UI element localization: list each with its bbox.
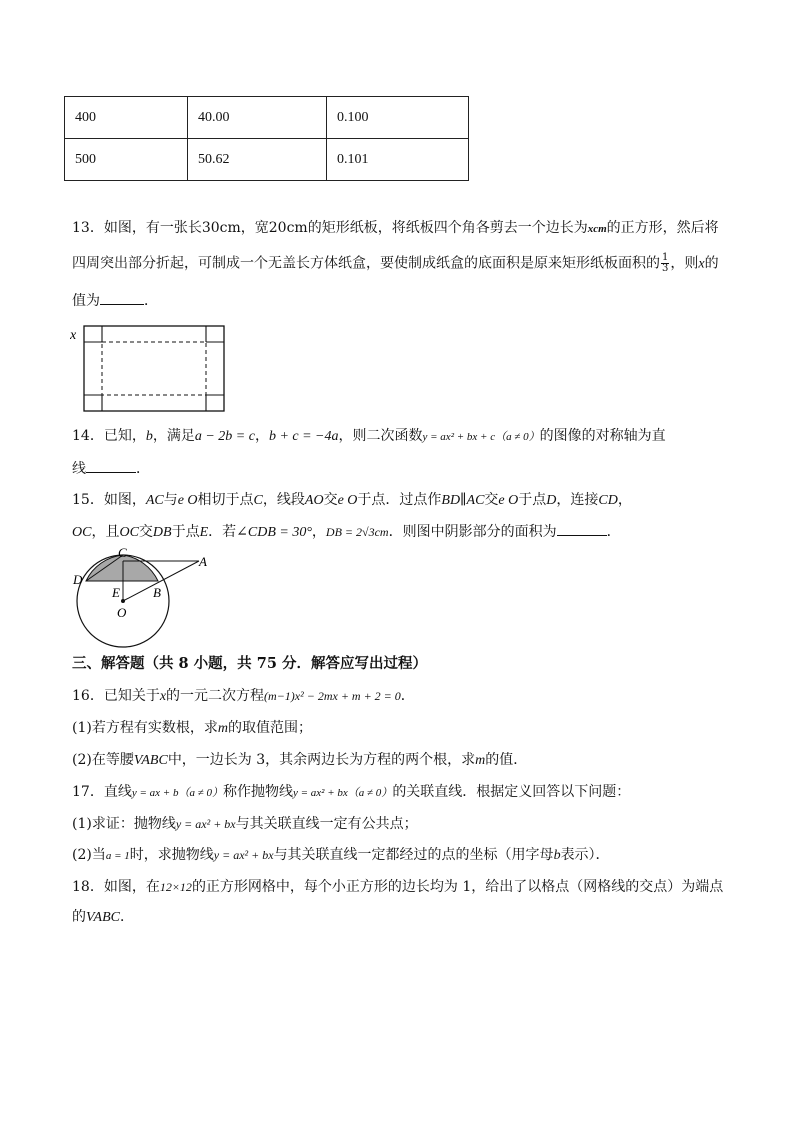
text: 的图像的对称轴为直	[539, 428, 666, 444]
fraction-denominator: 3	[662, 263, 669, 274]
label-d: D	[73, 572, 83, 587]
text: 17．直线	[72, 784, 132, 800]
angle-value: ∠CDB = 30°	[236, 525, 312, 540]
data-table	[64, 96, 469, 181]
text: 的	[704, 255, 719, 272]
text: ，宽	[240, 220, 269, 236]
q16-part2	[72, 750, 527, 771]
quadratic-equation: (m−1)x² − 2mx + m + 2 = 0	[264, 689, 401, 703]
text: 与其关联直线一定有公共点；	[235, 816, 418, 832]
parabola-equation: y = ax² + bx（a ≠ 0）	[292, 787, 393, 799]
line-equation: y = ax + b（a ≠ 0）	[131, 787, 223, 799]
text: (1)求证：抛物线	[72, 816, 176, 832]
table-cell: 400	[65, 97, 188, 139]
segment-ao: AO	[304, 493, 324, 508]
segment-oc: OC	[119, 525, 139, 540]
variable-m: m	[475, 753, 486, 768]
text: 时，求抛物线	[129, 847, 214, 863]
text: 18．如图，在	[72, 879, 160, 895]
figure-label-x: x	[70, 328, 77, 343]
text: 交	[484, 492, 499, 508]
x-cm-term: xcm	[587, 223, 607, 235]
equation: b + c = −4a	[268, 429, 339, 444]
circle-o: e O	[337, 493, 358, 508]
point-d: D	[546, 493, 557, 508]
text: 值为	[72, 293, 100, 309]
q13-line3	[72, 290, 158, 311]
label-c: C	[118, 545, 127, 560]
q18-line2	[72, 907, 134, 928]
width-value: 20cm	[268, 220, 308, 236]
text: 16．已知关于	[72, 688, 160, 704]
length-equation: DB = 2√3cm	[325, 525, 389, 539]
text: 15．如图，	[72, 492, 146, 508]
q14-line1	[72, 426, 666, 447]
fraction-one-third	[661, 253, 669, 274]
q17-part1	[72, 814, 418, 834]
text: 与	[163, 492, 178, 508]
q18-line1	[72, 877, 723, 897]
table-cell: 0.101	[327, 139, 469, 181]
text: ，则二次函数	[338, 428, 423, 444]
table-row	[65, 139, 469, 181]
table-cell: 40.00	[188, 97, 327, 139]
variable-b: b	[553, 848, 561, 863]
text: (2)在等腰	[72, 752, 134, 768]
text: ，满足	[152, 428, 195, 444]
q15-line2	[72, 521, 621, 543]
variable-m: m	[217, 721, 228, 736]
q14-line2	[72, 458, 150, 479]
text: 交	[323, 492, 338, 508]
condition-equation: a = 1	[105, 850, 130, 862]
fraction-numerator: 1	[662, 252, 669, 263]
text: ．	[606, 524, 621, 540]
grid-size: 12×12	[159, 880, 192, 894]
text: 的值．	[485, 752, 528, 768]
variable-x: x	[159, 689, 167, 704]
text: ．	[119, 909, 134, 925]
text: 的取值范围；	[227, 720, 312, 736]
point-c: C	[253, 493, 263, 508]
circle-o: e O	[498, 493, 519, 508]
text: 表示）．	[560, 847, 610, 863]
text: 于点	[518, 492, 547, 508]
table-row	[65, 97, 469, 139]
parabola-equation: y = ax² + bx	[213, 848, 274, 862]
table-cell: 500	[65, 139, 188, 181]
variable-b: b	[145, 429, 153, 444]
label-o: O	[117, 605, 127, 620]
text: 的关联直线．根据定义回答以下问题：	[392, 784, 631, 800]
q17-line1	[72, 782, 630, 803]
text: ，	[617, 492, 632, 508]
q17-part2	[72, 845, 610, 866]
text: 与其关联直线一定都经过的点的坐标（用字母	[273, 847, 554, 863]
answer-blank	[557, 521, 607, 536]
parabola-equation: y = ax² + bx	[175, 817, 236, 831]
text: ，	[311, 524, 326, 540]
triangle-abc: VABC	[86, 910, 120, 925]
text: ．则图中阴影部分的面积为	[388, 524, 557, 540]
text: 线	[72, 461, 86, 477]
text: ．	[144, 293, 158, 309]
text: ，且	[91, 524, 120, 540]
center-point	[121, 599, 125, 603]
text: 的一元二次方程	[166, 688, 265, 704]
text: 14．已知，	[72, 428, 146, 444]
text: ．	[136, 461, 150, 477]
variable-x: x	[698, 256, 705, 272]
text: 的正方形网格中，每个小正方形的边长均为 1，给出了以格点（网格线的交点）为端点	[191, 879, 724, 895]
q15-line1	[72, 490, 632, 511]
text: ，线段	[262, 492, 305, 508]
segment-ac: AC	[145, 493, 164, 508]
text: 于点．过点作	[357, 492, 442, 508]
table-cell: 50.62	[188, 139, 327, 181]
text: 四周突出部分折起，可制成一个无盖长方体纸盒，要使制成纸盒的底面积是原来矩形纸板面积的	[72, 255, 660, 272]
q13-line2	[72, 253, 719, 275]
text: ．若	[208, 524, 237, 540]
text: 称作抛物线	[222, 784, 293, 800]
q16-line1	[72, 686, 415, 707]
text: 的	[72, 909, 86, 925]
text: ，连接	[556, 492, 599, 508]
q16-part1	[72, 718, 312, 739]
text: 相切于点	[197, 492, 254, 508]
label-e: E	[112, 585, 120, 600]
table-cell: 0.100	[327, 97, 469, 139]
text: (2)当	[72, 847, 106, 863]
answer-blank	[100, 290, 144, 305]
function-formula: y = ax² + bx + c（a ≠ 0）	[422, 431, 540, 443]
text: 交	[138, 524, 153, 540]
q13-line1	[72, 218, 719, 239]
text: 13．如图，有一张长	[72, 220, 202, 236]
text: 于点	[171, 524, 200, 540]
length-value: 30cm	[201, 220, 241, 236]
label-a: A	[199, 554, 207, 569]
segment-oc: OC	[72, 525, 92, 540]
label-b: B	[153, 585, 161, 600]
q15-figure	[70, 544, 220, 650]
board-outline	[84, 326, 224, 411]
q13-figure	[70, 322, 230, 414]
text: 中，一边长为 3，其余两边长为方程的两个根，求	[167, 752, 476, 768]
text: ，则	[670, 255, 699, 272]
triangle-abc: VABC	[133, 753, 168, 768]
text: 的矩形纸板，将纸板四个角各剪去一个边长为	[307, 220, 588, 236]
circle-o: e O	[177, 493, 198, 508]
text: (1)若方程有实数根，求	[72, 720, 218, 736]
segment-db: DB	[152, 525, 172, 540]
parallel-relation: BD∥AC	[441, 493, 485, 508]
answer-blank	[86, 458, 136, 473]
fold-line	[102, 342, 206, 395]
text: ，	[254, 428, 269, 444]
section-heading: 三、解答题（共 8 小题，共 75 分．解答应写出过程）	[72, 655, 427, 672]
text: 的正方形，然后将	[606, 220, 719, 236]
segment-cd: CD	[598, 493, 618, 508]
point-e: E	[199, 525, 209, 540]
equation: a − 2b = c	[194, 429, 255, 444]
text: ．	[400, 688, 415, 704]
